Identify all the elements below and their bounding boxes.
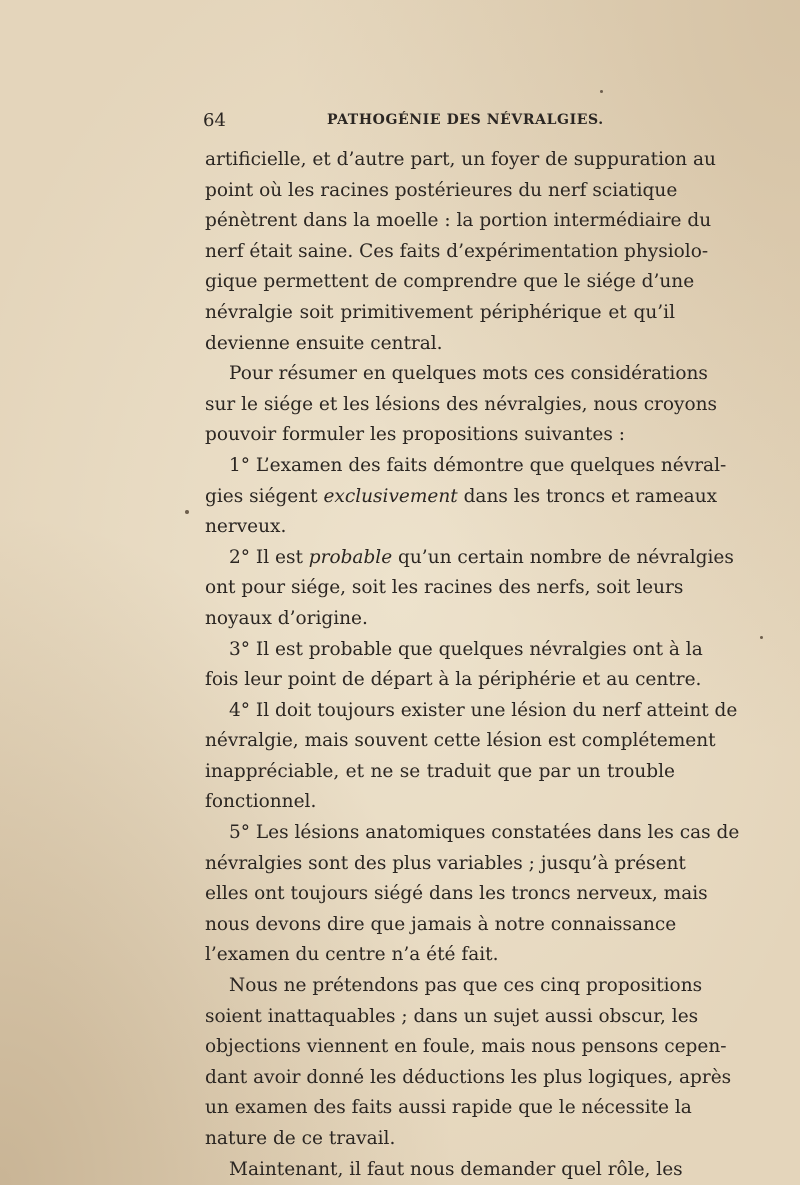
paragraph-start-line: Nous ne prétendons pas que ces cinq propositions [229, 975, 703, 997]
text-line: ont pour siége, soit les racines des nerfs, soit leurs [205, 577, 684, 599]
text-line: nerf était saine. Ces faits d’expérimentation physiolo- [205, 240, 709, 262]
paragraph-start-line: Pour résumer en quelques mots ces considérations [229, 363, 708, 385]
text-line: l’examen du centre n’a été fait. [205, 944, 499, 966]
text-line: fois leur point de départ à la périphérie et au centre. [205, 669, 702, 691]
proposition-5-line: 5° Les lésions anatomiques constatées dans les cas de [229, 822, 740, 844]
text-line-with-italic [205, 482, 718, 513]
text-line: elles ont toujours siégé dans les troncs nerveux, mais [205, 883, 708, 905]
text-line: artificielle, et d’autre part, un foyer de suppuration au [205, 149, 716, 170]
text-line: nerveux. [205, 516, 287, 538]
text-line: névralgie soit primitivement périphérique et qu’il [205, 301, 675, 323]
text-line: pénètrent dans la moelle : la portion intermédiaire du [205, 210, 712, 232]
body-text [205, 145, 740, 1185]
text-line: point où les racines postérieures du nerf sciatique [205, 179, 678, 201]
proposition-4-line: 4° Il doit toujours exister une lésion du nerf atteint de [229, 699, 738, 721]
text-line: nature de ce travail. [205, 1128, 396, 1149]
paper-speck [600, 90, 603, 93]
page-number: 64 [203, 110, 226, 131]
page-header [203, 110, 673, 132]
text-line: gique permettent de comprendre que le siége d’une [205, 271, 695, 293]
proposition-1-line: 1° L’examen des faits démontre que quelques névral- [229, 454, 727, 476]
text-line: dant avoir donné les déductions les plus logiques, après [205, 1066, 732, 1088]
paragraph-start-line: Maintenant, il faut nous demander quel rôle, les [229, 1158, 683, 1180]
text-line: fonctionnel. [205, 791, 317, 813]
text-line: névralgies sont des plus variables ; jusqu’à présent [205, 852, 686, 874]
text-line: nous devons dire que jamais à notre connaissance [205, 913, 677, 935]
text-fragment: dans les troncs et rameaux [457, 485, 718, 507]
text-fragment: gies siégent [205, 485, 324, 507]
text-line: devienne ensuite central. [205, 332, 443, 354]
italic-word: probable [308, 546, 393, 568]
text-line: névralgie, mais souvent cette lésion est complétement [205, 730, 716, 752]
text-fragment: qu’un certain nombre de névralgies [392, 546, 734, 568]
paper-speck [760, 636, 763, 639]
proposition-3-line: 3° Il est probable que quelques névralgies ont à la [229, 638, 703, 660]
text-line: un examen des faits aussi rapide que le nécessite la [205, 1097, 692, 1119]
paper-speck [185, 510, 189, 514]
text-line: inappréciable, et ne se traduit que par un trouble [205, 760, 675, 782]
text-line: noyaux d’origine. [205, 607, 368, 629]
text-line: sur le siége et les lésions des névralgies, nous croyons [205, 393, 718, 415]
running-title: PATHOGÉNIE DES NÉVRALGIES. [327, 112, 604, 128]
text-line: pouvoir formuler les propositions suivantes : [205, 424, 625, 446]
text-line: soient inattaquables ; dans un sujet aussi obscur, les [205, 1005, 699, 1027]
proposition-2-line [205, 543, 734, 574]
text-line: objections viennent en foule, mais nous pensons cepen- [205, 1036, 727, 1058]
text-fragment: 2° Il est [229, 546, 309, 568]
italic-word: exclusivement [323, 485, 458, 507]
